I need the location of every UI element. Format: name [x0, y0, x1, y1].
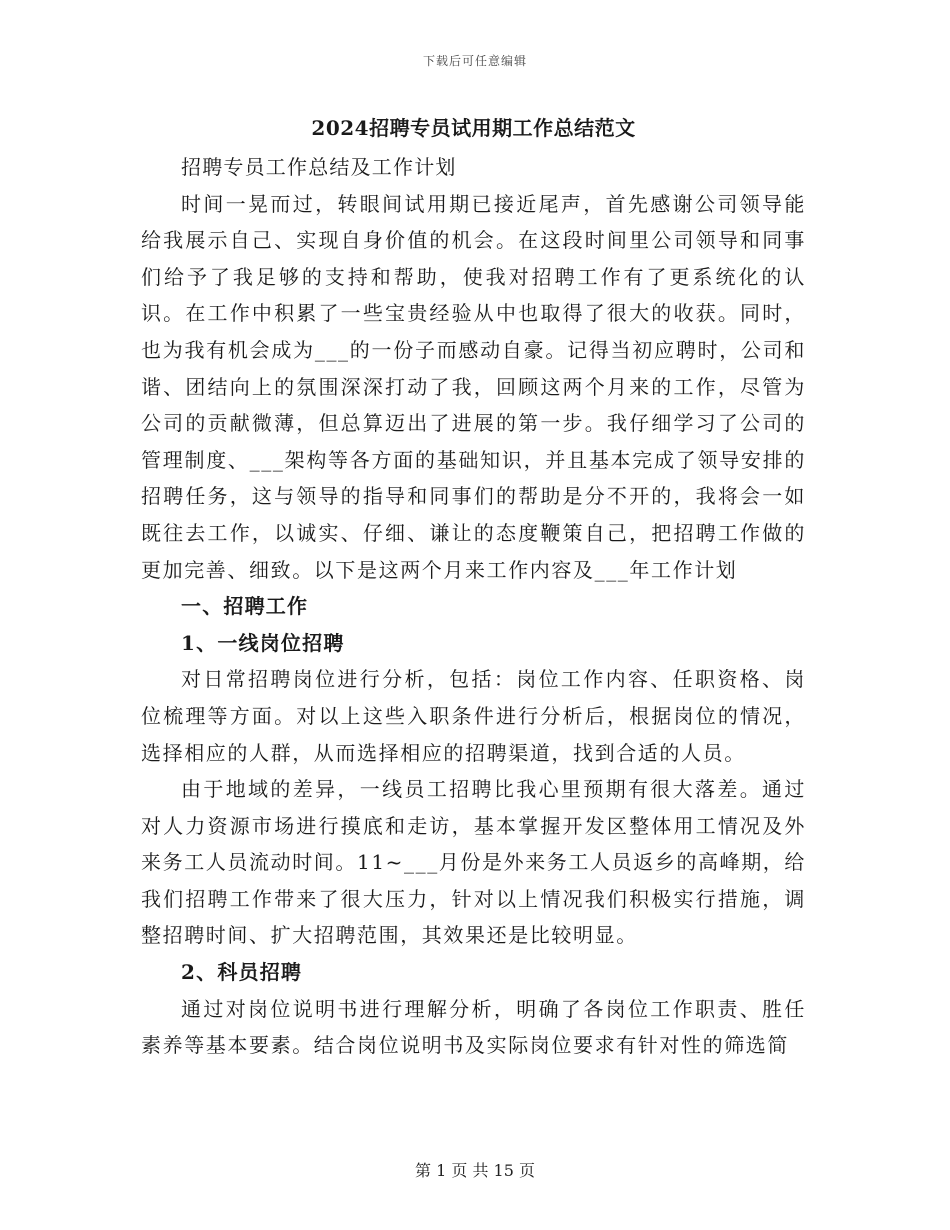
document-title: 2024招聘专员试用期工作总结范文	[311, 116, 636, 140]
header-note: 下载后可任意编辑	[422, 54, 527, 68]
body-paragraph: 由于地域的差异，一线员工招聘比我心里预期有很大落差。通过对人力资源市场进行摸底和走访，基本掌握开发区整体用工情况及外来务工人员流动时间。11~___月份是外来务工人员返乡的高峰期，给我们招聘工作带来了很大压力，针对以上情况我们积极实行措施，调整招聘时间、扩大招聘范围，其效果还是比较明显。	[141, 777, 807, 948]
document-body	[141, 112, 806, 1064]
body-paragraph: 时间一晃而过，转眼间试用期已接近尾声，首先感谢公司领导能给我展示自己、实现自身价值的机会。在这段时间里公司领导和同事们给予了我足够的支持和帮助，使我对招聘工作有了更系统化的认识。在工作中积累了一些宝贵经验从中也取得了很大的收获。同时，也为我有机会成为___的一份子而感动自豪。记得当初应聘时，公司和谐、团结向上的氛围深深打动了我，回顾这两个月来的工作，尽管为公司的贡献微薄，但总算迈出了进展的第一步。我仔细学习了公司的管理制度、___架构等各方面的基础知识，并且基本完成了领导安排的招聘任务，这与领导的指导和同事们的帮助是分不开的，我将会一如既往去工作，以诚实、仔细、谦让的态度鞭策自己，把招聘工作做的更加完善、细致。以下是这两个月来工作内容及___年工作计划	[141, 191, 806, 582]
subtitle-paragraph: 招聘专员工作总结及工作计划	[181, 155, 457, 179]
subsection-heading: 1、一线岗位招聘	[181, 630, 345, 655]
page-footer: 第 1 页 共 15 页	[415, 1161, 535, 1180]
subsection-heading: 2、科员招聘	[181, 960, 303, 985]
body-paragraph: 对日常招聘岗位进行分析，包括：岗位工作内容、任职资格、岗位梳理等方面。对以上这些入职条件进行分析后，根据岗位的情况，选择相应的人群，从而选择相应的招聘渠道，找到合适的人员。	[141, 667, 806, 765]
body-paragraph: 通过对岗位说明书进行理解分析，明确了各岗位工作职责、胜任素养等基本要素。结合岗位说明书及实际岗位要求有针对性的筛选简	[141, 996, 806, 1058]
section-heading: 一、招聘工作	[181, 594, 309, 619]
